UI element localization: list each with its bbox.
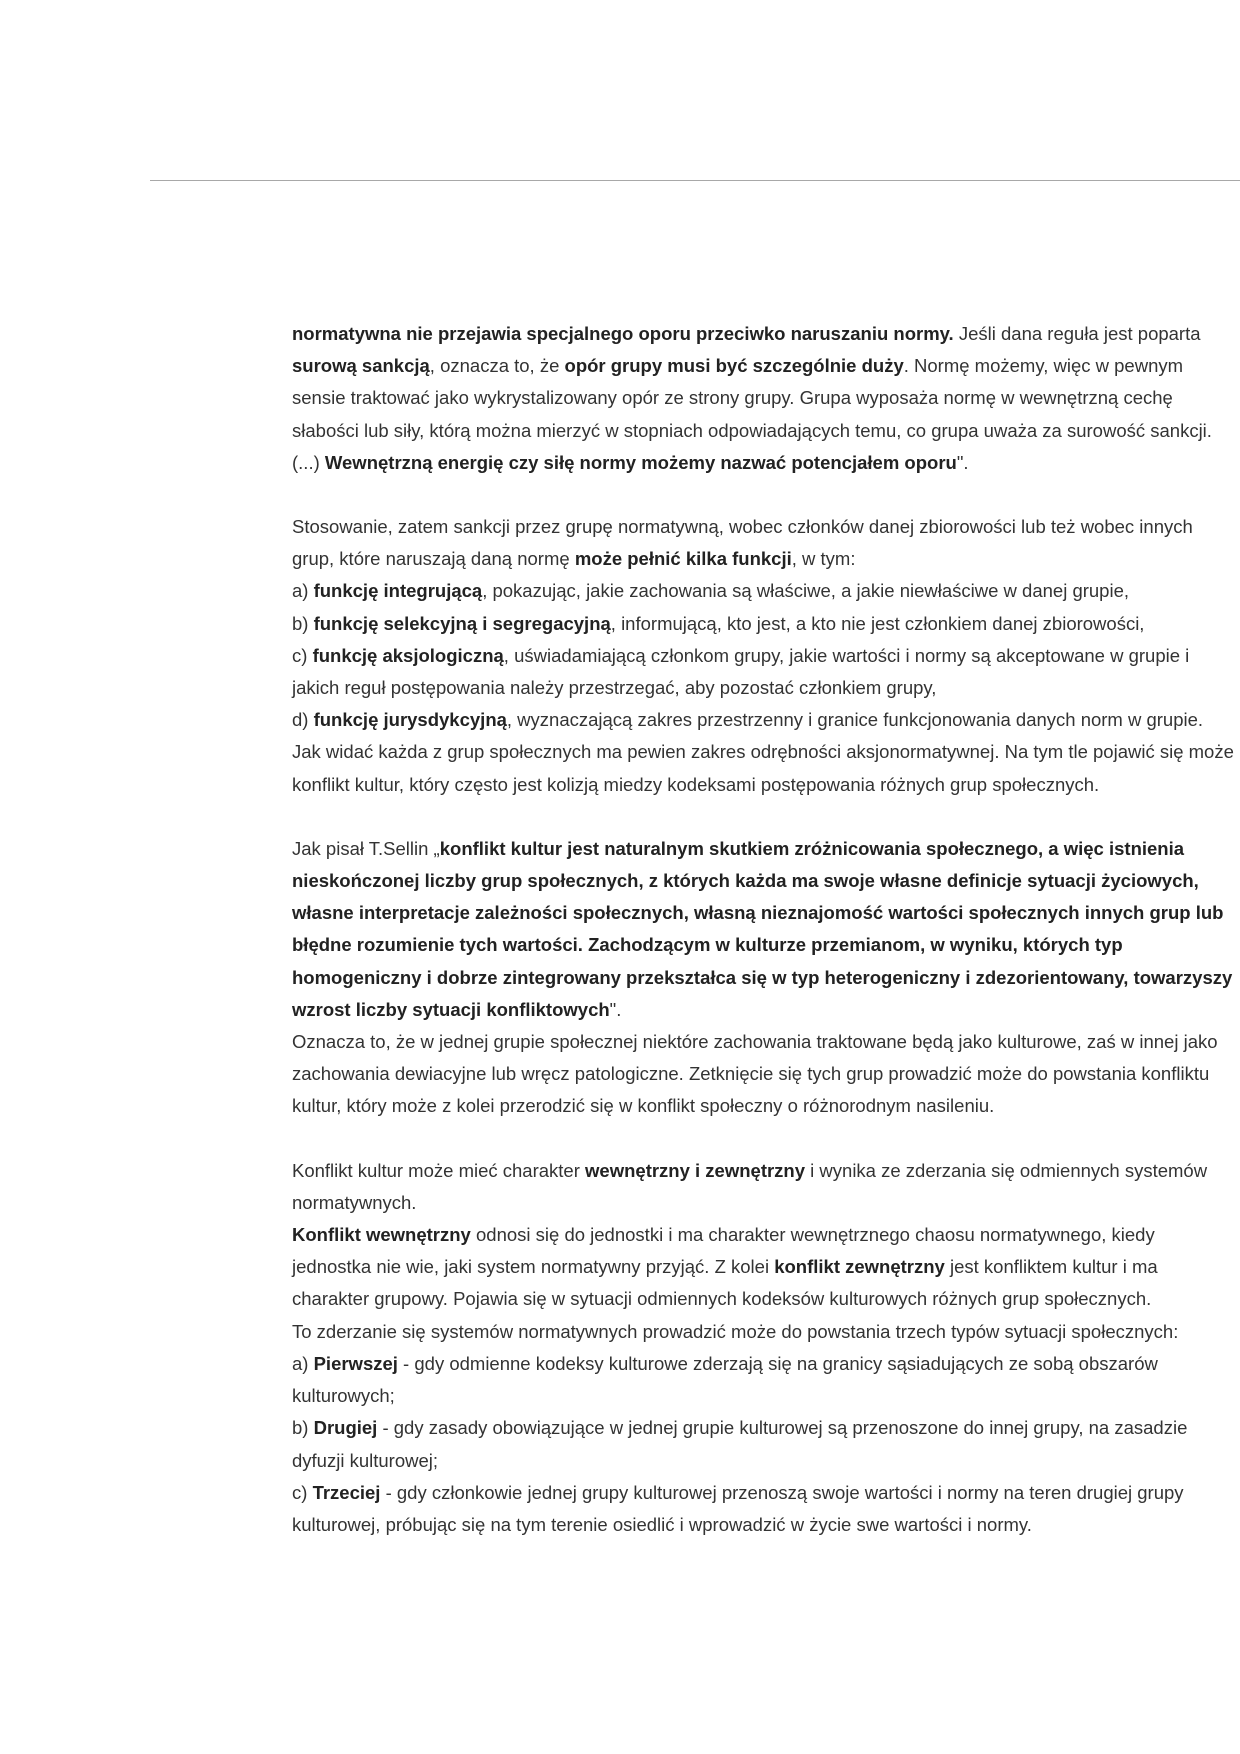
list-marker: c)	[292, 644, 313, 666]
paragraph-three-types: To zderzanie się systemów normatywnych prowadzić może do powstania trzech typów sytuacji społecznych:	[292, 1320, 1179, 1342]
list-item-function-c	[292, 640, 1236, 704]
paragraph-sellin-quote	[292, 833, 1236, 1026]
bold-text: funkcję selekcyjną i segregacyjną	[313, 612, 611, 634]
text: Stosowanie, zatem sankcji przez grupę normatywną, wobec członków danej zbiorowości lub też wobec innych grup, które naruszają daną normę	[292, 516, 1193, 570]
text: , wyznaczającą zakres przestrzenny i granice funkcjonowania danych norm w grupie.	[506, 709, 1204, 731]
list-item-function-d	[292, 704, 1236, 736]
bold-text: funkcję jurysdykcyjną	[313, 709, 507, 731]
text: , uświadamiającą członkom grupy, jakie wartości i normy są akceptowane w grupie i jakich reguł postępowania należy przestrzegać, aby pozostać członkiem grupy,	[292, 644, 1190, 699]
spacer	[292, 479, 1236, 511]
list-item-function-a	[292, 575, 1236, 607]
bold-text: może pełnić kilka funkcji	[574, 548, 792, 570]
text: Jeśli dana reguła jest poparta	[953, 323, 1201, 344]
bold-text: surową sankcją	[292, 355, 430, 377]
bold-text: funkcję integrującą	[313, 580, 483, 602]
paragraph-norm-resistance	[292, 318, 1236, 479]
bold-text: opór grupy musi być szczególnie duży	[564, 355, 904, 377]
bold-text: konflikt kultur jest naturalnym skutkiem zróżnicowania społecznego, a więc istnienia nieskończonej liczby grup społecznych, z których każda ma swoje własne definicje sytuacji życiowych, własne interpretacje zależności społecznych, własną nieznajomość wartości społecznych innych grup lub błędne rozumienie tych wartości. Zachodzącym w kulturze przemianom, w wyniku, których typ homogeniczny i dobrze zintegrowany przekształca się w typ heterogeniczny i zdezorientowany, towarzyszy wzrost liczby sytuacji konfliktowych	[292, 837, 1233, 1020]
text: - gdy członkowie jednej grupy kulturowej przenoszą swoje wartości i normy na teren drugiej grupy kulturowej, próbując się na tym terenie osiedlić i wprowadzić w życie swe wartości i normy.	[292, 1481, 1184, 1535]
text: ".	[609, 998, 622, 1020]
text: - gdy odmienne kodeksy kulturowe zderzają się na granicy sąsiadujących ze sobą obszarów kulturowych;	[292, 1352, 1158, 1407]
page-body	[292, 318, 1236, 1541]
paragraph-axionormative: Jak widać każda z grup społecznych ma pewien zakres odrębności aksjonormatywnej. Na tym tle pojawić się może konflikt kultur, który często jest kolizją miedzy kodeksami postępowania różnych grup społecznych.	[292, 741, 1234, 795]
header-rule	[150, 180, 1240, 181]
list-item-type-a	[292, 1348, 1236, 1412]
list-marker: b)	[292, 612, 314, 634]
text: , oznacza to, że	[429, 355, 565, 377]
list-marker: a)	[292, 580, 314, 602]
bold-text: normatywna nie przejawia specjalnego oporu przeciwko naruszaniu normy.	[292, 323, 954, 344]
bold-text: Wewnętrzną energię czy siłę normy możemy nazwać potencjałem oporu	[324, 451, 957, 473]
text: . Normę możemy, więc w pewnym sensie traktować jako wykrystalizowany opór ze strony grupy. Grupa wyposaża normę w wewnętrzną cechę słabości lub siły, którą można mierzyć w stopniach odpowiadających temu, co grupa uważa za surowość sankcji. (...)	[292, 355, 1212, 473]
text: , informującą, kto jest, a kto nie jest członkiem danej zbiorowości,	[610, 612, 1145, 634]
list-marker: b)	[292, 1417, 314, 1439]
text: , w tym:	[791, 548, 856, 570]
spacer	[292, 801, 1236, 833]
text: Jak pisał T.Sellin „	[292, 837, 440, 859]
bold-text: konflikt zewnętrzny	[774, 1256, 945, 1278]
text: , pokazując, jakie zachowania są właściwe, a jakie niewłaściwe w danej grupie,	[482, 580, 1130, 602]
list-marker: c)	[292, 1481, 313, 1503]
bold-text: funkcję aksjologiczną	[312, 644, 504, 666]
paragraph-cultural-behaviour: Oznacza to, że w jednej grupie społecznej niektóre zachowania traktowane będą jako kulturowe, zaś w innej jako zachowania dewiacyjne lub wręcz patologiczne. Zetknięcie się tych grup prowadzić może do powstania konfliktu kultur, który może z kolei przerodzić się w konflikt społeczny o różnorodnym nasileniu.	[292, 1031, 1218, 1117]
list-marker: d)	[292, 709, 314, 731]
text: Konflikt kultur może mieć charakter	[292, 1159, 586, 1181]
text: jest konfliktem kultur i ma charakter grupowy. Pojawia się w sytuacji odmiennych kodeksów kulturowych różnych grup społecznych.	[292, 1256, 1158, 1310]
list-item-type-c	[292, 1477, 1236, 1541]
list-item-function-b	[292, 608, 1236, 640]
text: i wynika ze zderzania się odmiennych systemów normatywnych.	[292, 1159, 1208, 1213]
bold-text: Konflikt wewnętrzny	[292, 1224, 471, 1246]
spacer	[292, 1123, 1236, 1155]
paragraph-conflict-character	[292, 1155, 1236, 1219]
list-marker: a)	[292, 1352, 314, 1374]
text: - gdy zasady obowiązujące w jednej grupie kulturowej są przenoszone do innej grupy, na zasadzie dyfuzji kulturowej;	[292, 1417, 1188, 1471]
bold-text: Drugiej	[313, 1417, 378, 1439]
paragraph-sanctions	[292, 511, 1236, 575]
bold-text: wewnętrzny i zewnętrzny	[585, 1159, 806, 1181]
paragraph-internal-external	[292, 1219, 1236, 1316]
list-item-type-b	[292, 1412, 1236, 1476]
bold-text: Trzeciej	[312, 1481, 381, 1503]
bold-text: Pierwszej	[313, 1352, 398, 1374]
text: ".	[956, 451, 969, 473]
text: odnosi się do jednostki i ma charakter wewnętrznego chaosu normatywnego, kiedy jednostka nie wie, jaki system normatywny przyjąć. Z kolei	[292, 1224, 1155, 1278]
